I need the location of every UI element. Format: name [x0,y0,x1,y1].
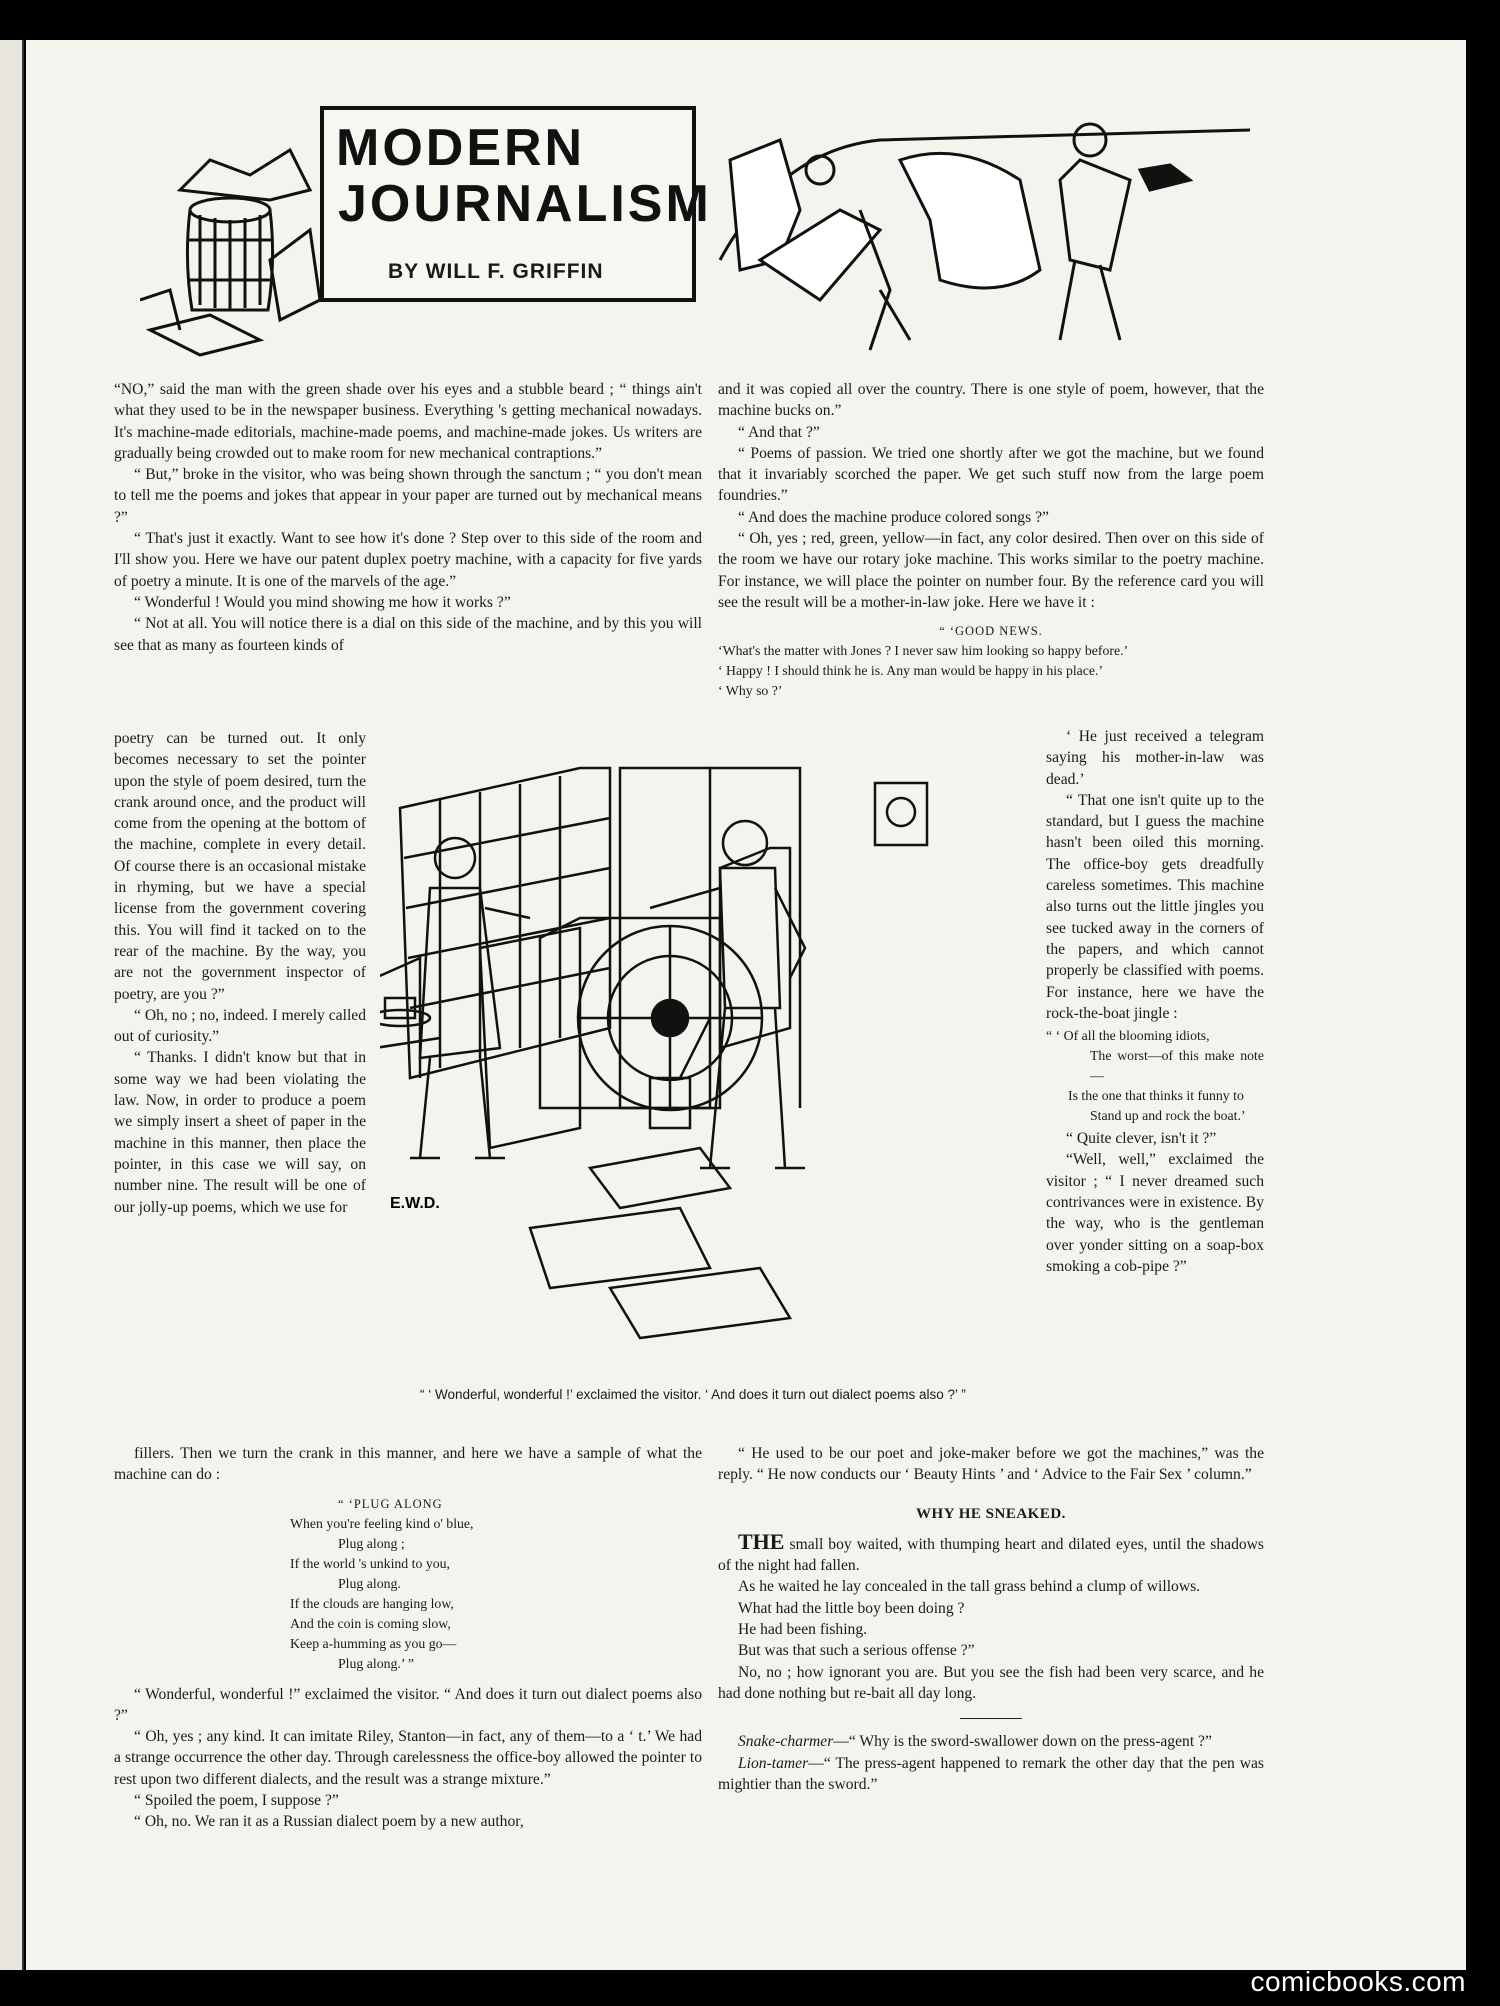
paragraph: “ That one isn't quite up to the standard, but I guess the machine hasn't been oiled this morning. The office-boy gets dreadfully careless sometimes. This machine also turns out the little jingles you see tucked away in the corners of the papers, and which cannot properly be classified with poems. For instance, here we have the rock-the-boat jingle : [1046,791,1264,1022]
paragraph [718,1753,1264,1796]
paragraph: What had the little boy been doing ? [738,1599,965,1617]
paragraph: No, no ; how ignorant you are. But you see the fish had been very scarce, and he had done nothing but re-bait all day long. [718,1663,1264,1702]
poem-line: If the world 's unkind to you, [290,1555,450,1571]
paragraph: “ Spoiled the poem, I suppose ?” [134,1792,339,1810]
poem-line: When you're feeling kind o' blue, [290,1515,474,1531]
paragraph: “ That's just it exactly. Want to see how it's done ? Step over to this side of the room and I'll show you. Here we have our patent duplex poetry machine, with a capacity for five yards of poetry a minute. It is one of the marvels of the age.” [114,530,702,590]
poem-line: And the coin is coming slow, [290,1615,451,1631]
joke-line: ‘ Happy ! I should think he is. Any man would be happy in his place.’ [718,663,1104,679]
paragraph: “Well, well,” exclaimed the visitor ; “ I never dreamed such contrivances were in existence. By the way, who is the gentleman over yonder sitting on a soap-box smoking a cob-pipe ?” [1046,1151,1264,1275]
paragraph: fillers. Then we turn the crank in this manner, and here we have a sample of what the machine can do : [114,1445,702,1484]
poem-title: “ ‘PLUG ALONG [338,1496,443,1511]
paragraph: “ Oh, no ; no, indeed. I merely called out of curiosity.” [114,1006,366,1046]
paragraph: “ And that ?” [738,423,820,441]
paragraph: “ He used to be our poet and joke-maker before we got the machines,” was the reply. “ He now conducts our ‘ Beauty Hints ’ and ‘ Advice to the Fair Sex ’ column.” [718,1445,1264,1484]
column-left-bottom [114,1443,702,1833]
title-box [320,106,712,302]
title-line-1: MODERN [336,119,586,177]
illustration-drawing [380,748,1040,1348]
speaker-name: Snake-charmer [738,1733,834,1751]
paragraph: “ Wonderful, wonderful !” exclaimed the visitor. “ And does it turn out dialect poems also ?” [114,1685,702,1724]
paragraph: ‘ He just received a telegram saying his mother-in-law was dead.’ [1046,728,1264,788]
paragraph: poetry can be turned out. It only becomes necessary to set the pointer upon the style of poem desired, turn the crank around once, and the product will come from the opening at the bottom of the machine, complete in every detail. Of course there is an occasional mistake in rhyming, but we have a special license from the government covering this. You will find it tacked on to the rear of the machine. By the way, you are not the government inspector of poetry, are you ?” [114,730,366,1003]
joke-line: ‘What's the matter with Jones ? I never saw him looking so happy before.’ [718,643,1129,659]
drop-cap: THE [738,1528,785,1554]
paragraph: “ But,” broke in the visitor, who was being shown through the sanctum ; “ you don't mean to tell me the poems and jokes that appear in your paper are turned out by mechanical means ?” [114,466,702,526]
paragraph: and it was copied all over the country. There is one style of poem, however, that the machine bucks on.” [718,381,1264,420]
paragraph: “ And does the machine produce colored songs ?” [738,508,1049,526]
dialogue-text: —“ The press-agent happened to remark the other day that the pen was mightier than the sword.” [718,1754,1264,1793]
column-right-wrapped [1046,726,1264,1277]
site-watermark: comicbooks.com [1250,1966,1466,1997]
poem-line: If the clouds are hanging low, [290,1595,454,1611]
paragraph [718,1528,1264,1577]
paragraph: “ Not at all. You will notice there is a dial on this side of the machine, and by this you will see that as many as fourteen kinds of [114,615,702,654]
paragraph [718,1731,1264,1752]
paragraph: “ Quite clever, isn't it ?” [1066,1130,1217,1148]
poem-line: Plug along. [338,1575,401,1591]
speaker-name: Lion-tamer [738,1754,809,1772]
paragraph: He had been fishing. [738,1621,868,1639]
paragraph: “ Poems of passion. We tried one shortly after we got the machine, but we found that it invariably scorched the paper. We get such stuff now from the large poem foundries.” [718,444,1264,505]
paragraph: As he waited he lay concealed in the tall grass behind a clump of willows. [738,1578,1201,1596]
poem-line: Keep a-humming as you go— [290,1635,457,1651]
machine-illustration [380,748,1040,1348]
poem-line: Plug along ; [338,1535,405,1551]
paragraph: But was that such a serious offense ?” [738,1642,975,1660]
poem-line: The worst—of this make note— [1090,1048,1264,1084]
paragraph: “ Thanks. I didn't know but that in some way we had been violating the law. Now, in order to produce a poem we simply insert a sheet of paper in the machine in this manner, then place the pointer, in this case we will say, on number nine. The result will be one of our jolly-up poems, which we use for [114,1049,366,1216]
section-heading: WHY HE SNEAKED. [916,1505,1066,1522]
column-right-bottom [718,1443,1264,1795]
plug-along-poem [290,1494,702,1674]
illustration-caption: “ ‘ Wonderful, wonderful !’ exclaimed the visitor. ‘ And does it turn out dialect poems also ?’ ” [420,1387,966,1402]
jingle-poem [1046,1026,1264,1126]
title-line-2: JOURNALISM [338,175,712,233]
dialogue-text: —“ Why is the sword-swallower down on the press-agent ?” [833,1733,1212,1751]
artist-signature: E.W.D. [390,1195,440,1212]
paragraph: “ Oh, yes ; red, green, yellow—in fact, any color desired. Then over on this side of the room we have our rotary joke machine. This works similar to the poetry machine. For instance, we will place the pointer on number four. By the reference card you will see the result will be a mother-in-law joke. Here we have it : [718,530,1264,611]
joke-line: ‘ Why so ?’ [718,683,783,699]
column-left-wrapped [114,728,366,1218]
paragraph: “ Oh, no. We ran it as a Russian dialect poem by a new author, [134,1813,524,1831]
paragraph-text: small boy waited, with thumping heart and dilated eyes, until the shadows of the night had fallen. [718,1535,1264,1575]
poem-line: Is the one that thinks it funny to [1068,1088,1244,1104]
section-divider [960,1718,1022,1719]
joke-title: “ ‘GOOD NEWS. [939,624,1043,639]
column-right-top [718,379,1264,701]
paragraph: “NO,” said the man with the green shade over his eyes and a stubble beard ; “ things ain't what they used to be in the newspaper business. Everything 's getting mechanical nowadays. It's machine-made editorials, machine-made poems, and machine-made jokes. Us writers are gradually being crowded out to make room for new mechanical contraptions.” [114,381,702,462]
column-left-top [114,379,702,656]
poem-line: “ ‘ Of all the blooming idiots, [1046,1028,1210,1044]
joke-block [718,621,1264,701]
paragraph: “ Oh, yes ; any kind. It can imitate Riley, Stanton—in fact, any of them—to a ‘ t.’ We had a strange occurrence the other day. Through carelessness the office-boy allowed the pointer to rest upon two different dialects, and the result was a strange mixture.” [114,1728,702,1788]
poem-line: Plug along.’ ” [338,1655,414,1671]
paragraph: “ Wonderful ! Would you mind showing me how it works ?” [134,593,511,611]
poem-line: Stand up and rock the boat.’ [1090,1108,1246,1124]
byline: BY WILL F. GRIFFIN [388,260,604,283]
adjacent-page-edge [0,40,24,1970]
